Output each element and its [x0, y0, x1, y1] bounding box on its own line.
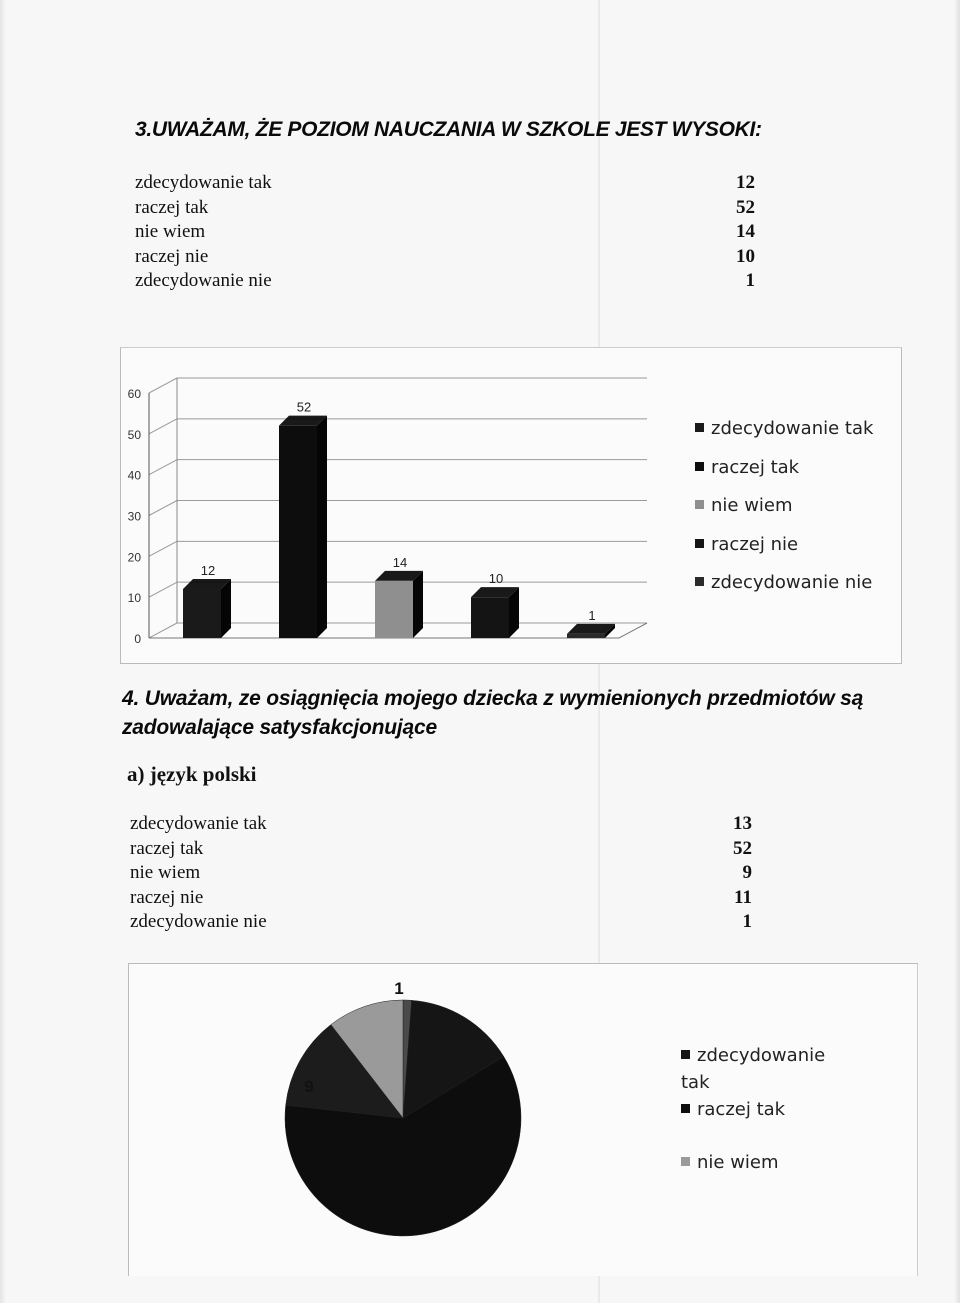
bar: [183, 579, 231, 638]
legend-label: zdecydowanie tak: [711, 418, 874, 439]
bar-data-label: 12: [200, 563, 216, 578]
y-tick-label: 50: [127, 427, 141, 442]
list-item-value: 1: [742, 911, 752, 932]
bar-side-face: [413, 571, 423, 638]
legend-entry: [681, 1096, 785, 1123]
list-item-value: 1: [745, 270, 755, 291]
y-tick-label: 10: [127, 591, 141, 606]
bar: [279, 416, 327, 638]
list-item-value: 52: [733, 837, 752, 859]
section-4-subheading: a) język polski: [127, 762, 257, 786]
bar-front-face: [279, 426, 317, 638]
y-tick-label: 20: [127, 550, 141, 565]
legend-entry: [695, 572, 872, 593]
legend-entry: [695, 495, 793, 516]
section-4-data-list: [130, 812, 752, 935]
list-item-label: raczej nie: [130, 886, 204, 908]
legend-swatch: [695, 500, 704, 509]
legend-swatch: [695, 423, 704, 432]
gridline-depth: [149, 623, 177, 638]
legend-swatch: [681, 1050, 690, 1059]
section-3-data-list: [135, 171, 755, 294]
list-item-label: zdecydowanie tak: [130, 813, 267, 834]
y-tick-label: 60: [127, 387, 141, 401]
bar-data-label: 1: [588, 607, 596, 623]
y-tick-label: 30: [127, 509, 141, 524]
list-item: [130, 910, 752, 935]
gridline-depth: [149, 378, 177, 393]
list-item: [135, 245, 755, 270]
legend-label: nie wiem: [711, 495, 793, 516]
bar-front-face: [567, 634, 605, 638]
legend-label: raczej tak: [711, 456, 800, 478]
bar-data-label: 52: [296, 399, 312, 415]
pie-data-label: 1: [394, 979, 404, 998]
list-item-value: 12: [736, 172, 755, 193]
bar-front-face: [375, 581, 413, 638]
legend-entry: [695, 534, 798, 555]
list-item: [135, 269, 755, 294]
legend-entry: [681, 1042, 851, 1096]
gridline-depth: [149, 460, 177, 475]
list-item-label: nie wiem: [135, 221, 206, 242]
list-item-label: raczej nie: [135, 245, 209, 267]
bar: [471, 587, 519, 638]
legend-swatch: [681, 1104, 690, 1113]
list-item: [135, 196, 755, 221]
legend-swatch: [695, 539, 704, 548]
bar-data-label: 10: [488, 571, 504, 587]
list-item: [130, 837, 752, 862]
bar: [375, 571, 423, 638]
gridline-depth: [149, 582, 177, 597]
legend-label: raczej tak: [697, 1099, 786, 1120]
list-item-label: zdecydowanie nie: [130, 911, 267, 932]
pie-chart-panel: [128, 963, 918, 1276]
list-item-value: 52: [736, 196, 755, 218]
bar-chart-panel: [120, 347, 902, 664]
section-4-heading: 4. Uważam, ze osiągnięcia mojego dziecka z wymienionych przedmiotów są zadowalające satysfakcjonujące: [122, 687, 864, 739]
legend-entry: [695, 418, 873, 439]
legend-label: nie wiem: [697, 1152, 779, 1173]
list-item: [135, 171, 755, 196]
y-tick-label: 0: [134, 632, 141, 646]
list-item-label: zdecydowanie nie: [135, 270, 272, 291]
legend-label: zdecydowanie nie: [711, 572, 873, 593]
bar-data-label: 14: [392, 554, 408, 570]
list-item: [130, 812, 752, 837]
bar-side-face: [221, 579, 231, 638]
section-3-heading: 3.UWAŻAM, ŻE POZIOM NAUCZANIA W SZKOLE JEST WYSOKI:: [135, 118, 762, 141]
gridline-depth: [149, 419, 177, 434]
list-item-label: zdecydowanie tak: [135, 172, 272, 193]
pie-chart: [129, 964, 917, 1276]
bar-front-face: [471, 597, 509, 638]
list-item-value: 9: [742, 862, 752, 883]
list-item: [130, 861, 752, 886]
legend-swatch: [681, 1157, 690, 1166]
y-tick-label: 40: [127, 468, 141, 483]
legend-entry: [695, 457, 799, 478]
gridline-depth: [149, 541, 177, 556]
list-item-value: 13: [733, 813, 752, 834]
list-item-value: 10: [736, 245, 755, 267]
bar-front-face: [183, 589, 221, 638]
list-item-value: 14: [736, 221, 755, 242]
legend-swatch: [695, 577, 704, 586]
bar: [567, 624, 615, 638]
pie-data-label: 9: [304, 1077, 314, 1096]
legend-entry: [681, 1149, 779, 1176]
legend-label: raczej nie: [711, 533, 799, 555]
list-item-label: raczej tak: [135, 196, 209, 218]
list-item: [135, 220, 755, 245]
legend-swatch: [695, 462, 704, 471]
list-item-label: raczej tak: [130, 837, 204, 859]
gridline-depth: [149, 501, 177, 516]
bar-side-face: [317, 416, 327, 638]
legend-label: zdecydowanie tak: [681, 1045, 826, 1093]
list-item-value: 11: [734, 886, 752, 908]
list-item-label: nie wiem: [130, 862, 201, 883]
list-item: [130, 886, 752, 911]
